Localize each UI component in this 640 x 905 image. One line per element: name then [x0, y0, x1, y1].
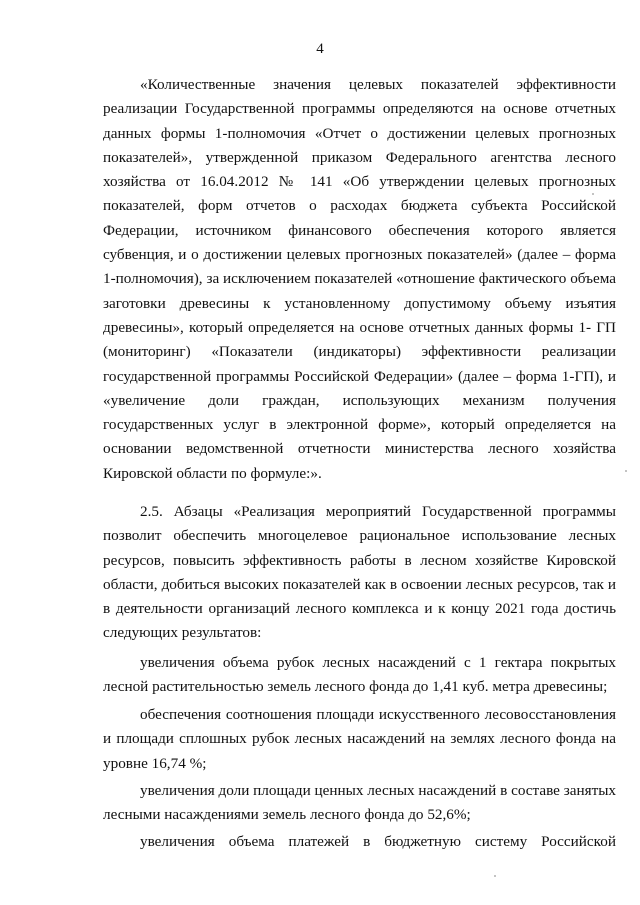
page-number: 4: [316, 41, 324, 57]
paragraph-target-indicators: «Количественные значения целевых показателей эффективности реализации Государственной программы определяются на основе отчетных данных формы 1-полномочия «Отчет о достижении целевых прогнозных показателей», утвержденной приказом Федерального агентства лесного хозяйства от 16.04.2012 № 141 «Об утверждении целевых прогнозных показателей, форм отчетов о расходах бюджета субъекта Российской Федерации, источником финансового обеспечения которого является субвенция, и о достижении целевых прогнозных показателей» (далее – форма 1-полномочия), за исключением показателей «отношение фактического объема заготовки древесины к установленному допустимому объему изъятия древесины», который определяется на основе отчетных данных формы 1- ГП (мониторинг) «Показатели (индикаторы) эффективности реализации государственной программы Российской Федерации» (далее – форма 1-ГП), и «увеличение доли граждан, использующих механизм получения государственных услуг в электронной форме», который определяется на основании ведомственной отчетности министерства лесного хозяйства Кировской области по формуле:».: [103, 76, 616, 482]
scan-speck: [625, 470, 627, 472]
paragraph-budget-payments: увеличения объема платежей в бюджетную систему Российской: [140, 833, 616, 850]
scan-speck: [494, 875, 496, 877]
paragraph-valuable-forest-share: увеличения доли площади ценных лесных насаждений в составе занятых лесными насаждениями земель лесного фонда до 52,6%;: [103, 782, 617, 824]
paragraph-section-2-5: 2.5. Абзацы «Реализация мероприятий Государственной программы позволит обеспечить многоцелевое рациональное использование лесных ресурсов, повысить эффективность работы в лесном хозяйстве Кировской области, добиться высоких показателей как в освоении лесных ресурсов, так и в деятельности организаций лесного комплекса и к концу 2021 года достичь следующих результатов:: [103, 503, 616, 642]
scan-speck: [592, 193, 594, 195]
paragraph-logging-volume: увеличения объема рубок лесных насаждений с 1 гектара покрытых лесной растительностью земель лесного фонда до 1,41 куб. метра древесины;: [103, 654, 616, 696]
paragraph-reforestation-ratio: обеспечения соотношения площади искусственного лесовосстановления и площади сплошных рубок лесных насаждений на землях лесного фонда на уровне 16,74 %;: [103, 706, 616, 772]
